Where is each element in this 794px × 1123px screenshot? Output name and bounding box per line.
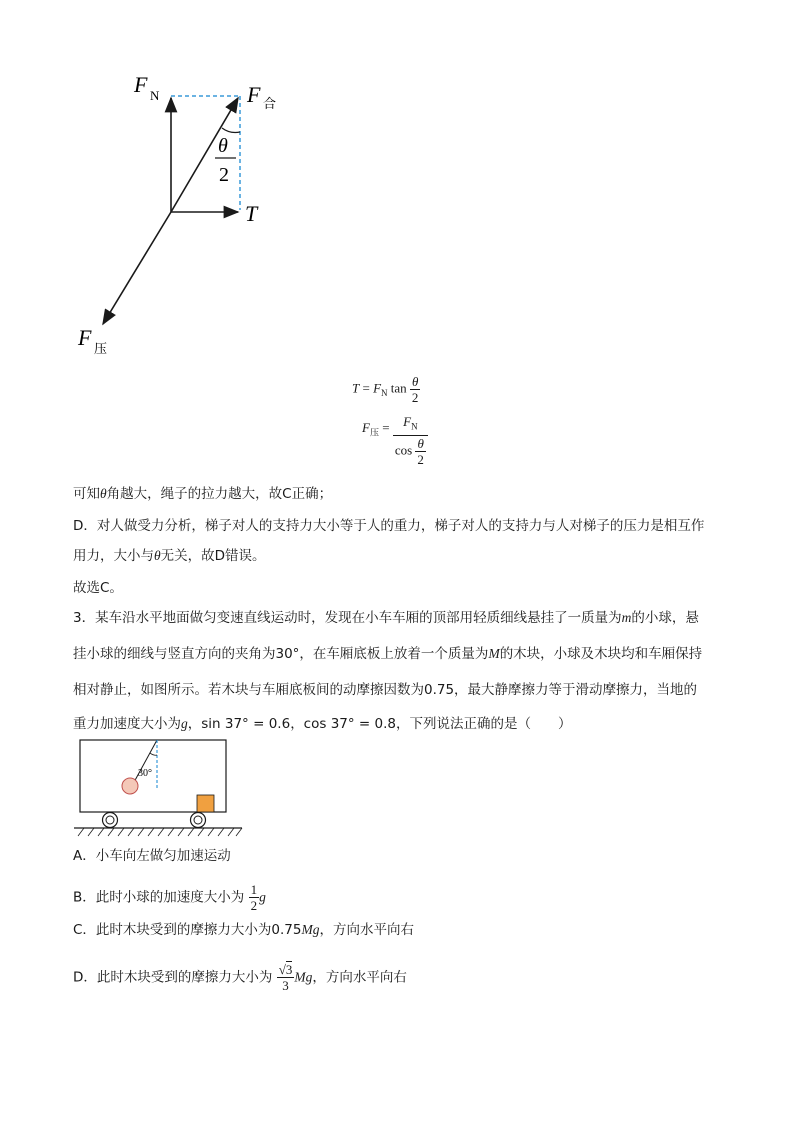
option-c	[73, 920, 414, 940]
option-b-fraction	[249, 882, 260, 913]
q2-b: 的木块，小球及木块均和车厢保持	[499, 646, 703, 662]
option-d-fraction	[277, 962, 295, 993]
option-b-g: g	[259, 889, 266, 905]
q4-sin: ，sin 37° = 0.6	[187, 716, 291, 732]
ball	[122, 778, 138, 794]
fhe-label-sub: 合	[263, 96, 277, 111]
option-c-b: ，方向水平向右	[319, 922, 414, 938]
eq2-num-sub: N	[411, 421, 418, 432]
eq2-cos: cos	[394, 442, 413, 458]
option-c-a: C．此时木块受到的摩擦力大小为0.75	[73, 922, 302, 938]
eq2-inner-num: θ	[415, 436, 426, 452]
eq1-lhs: T	[352, 380, 360, 396]
option-d-den: 3	[282, 978, 289, 993]
t-label: T	[245, 201, 258, 226]
q2-M: M	[488, 646, 500, 661]
text-line-3	[73, 546, 266, 566]
option-b-num: 1	[250, 882, 258, 897]
equation-pressure	[362, 414, 428, 467]
option-d-b: ，方向水平向右	[312, 969, 407, 986]
line3-theta: θ	[154, 548, 161, 563]
eq2-den	[393, 436, 428, 467]
car-figure	[70, 738, 250, 838]
option-d-a: D．此时木块受到的摩擦力大小为	[73, 969, 273, 986]
text-line-2: D．对人做受力分析，梯子对人的支持力大小等于人的重力，梯子对人的支持力与人对梯子的压力是相互作	[73, 518, 705, 534]
eq2-inner-fraction	[415, 436, 426, 467]
option-a: A．小车向左做匀加速运动	[73, 848, 231, 864]
fya-arrow	[103, 212, 171, 324]
angle-numerator: θ	[218, 135, 228, 157]
option-c-mg: Mg	[301, 922, 320, 937]
eq1-f: F	[373, 380, 382, 396]
q2-a: 挂小球的细线与竖直方向的夹角为30°，在车厢底板上放着一个质量为	[73, 646, 489, 662]
angle-denominator: 2	[219, 164, 229, 186]
option-d-num: 3	[285, 962, 293, 977]
fhe-arrow	[171, 98, 238, 212]
angle-arc	[222, 128, 240, 133]
option-b-text: B．此时小球的加速度大小为	[73, 889, 245, 906]
line1-a: 可知	[73, 486, 100, 502]
question-line-3: 相对静止，如图所示。若木块与车厢底板间的动摩擦因数为0.75，最大静摩擦力等于滑动摩擦力，当地的	[73, 682, 698, 698]
text-line-1	[73, 484, 332, 504]
option-d-mg: Mg	[294, 969, 313, 985]
q4-cos: ，cos 37° = 0.8	[290, 716, 396, 732]
q4-g: g	[181, 716, 188, 731]
block	[197, 795, 214, 812]
eq1-num: θ	[410, 374, 421, 390]
question-line-4	[73, 714, 572, 734]
q4-b: ，下列说法正确的是（ ）	[396, 716, 572, 732]
eq2-fraction	[393, 414, 428, 467]
wheel-left-inner	[106, 816, 114, 824]
ground-hatch	[78, 828, 242, 836]
eq2-num	[393, 414, 428, 436]
eq1-equals: =	[362, 380, 370, 396]
q1-b: 的小球，悬	[631, 610, 699, 626]
question-line-1	[73, 608, 699, 628]
eq2-num-f: F	[403, 414, 412, 429]
option-b	[73, 882, 266, 913]
eq2-equals: =	[382, 420, 390, 436]
eq2-f: F	[362, 420, 370, 436]
line1-theta: θ	[100, 486, 107, 501]
equation-tension	[352, 374, 420, 405]
q1-a: 3．某车沿水平地面做匀变速直线运动时，发现在小车车厢的顶部用轻质细线悬挂了一质量为	[73, 610, 622, 626]
fya-label-sub: 压	[94, 341, 108, 356]
q1-m: m	[621, 610, 632, 625]
eq2-f-sub: 压	[369, 427, 379, 438]
wheel-right-inner	[194, 816, 202, 824]
line3-a: 用力，大小与	[73, 548, 154, 564]
option-d	[73, 962, 407, 993]
fn-label-sub: N	[150, 88, 160, 103]
option-b-den: 2	[250, 898, 258, 913]
fn-label: F	[134, 72, 148, 97]
eq2-inner-den: 2	[417, 451, 424, 467]
fhe-label: F	[247, 82, 261, 107]
force-diagram	[70, 60, 300, 360]
option-d-num-wrap: √3	[278, 962, 293, 977]
eq1-den: 2	[411, 390, 419, 405]
fya-label: F	[78, 325, 92, 350]
line3-b: 无关，故D错误。	[160, 548, 266, 564]
q4-a: 重力加速度大小为	[73, 716, 181, 732]
line1-b: 角越大，绳子的拉力越大，故C正确；	[106, 486, 333, 502]
question-line-2	[73, 644, 702, 664]
eq1-fraction	[410, 374, 421, 405]
eq1-tan: tan	[390, 380, 407, 396]
text-line-4: 故选C。	[73, 580, 123, 596]
eq1-f-sub: N	[381, 388, 388, 399]
angle-label-30: 30°	[138, 768, 152, 779]
